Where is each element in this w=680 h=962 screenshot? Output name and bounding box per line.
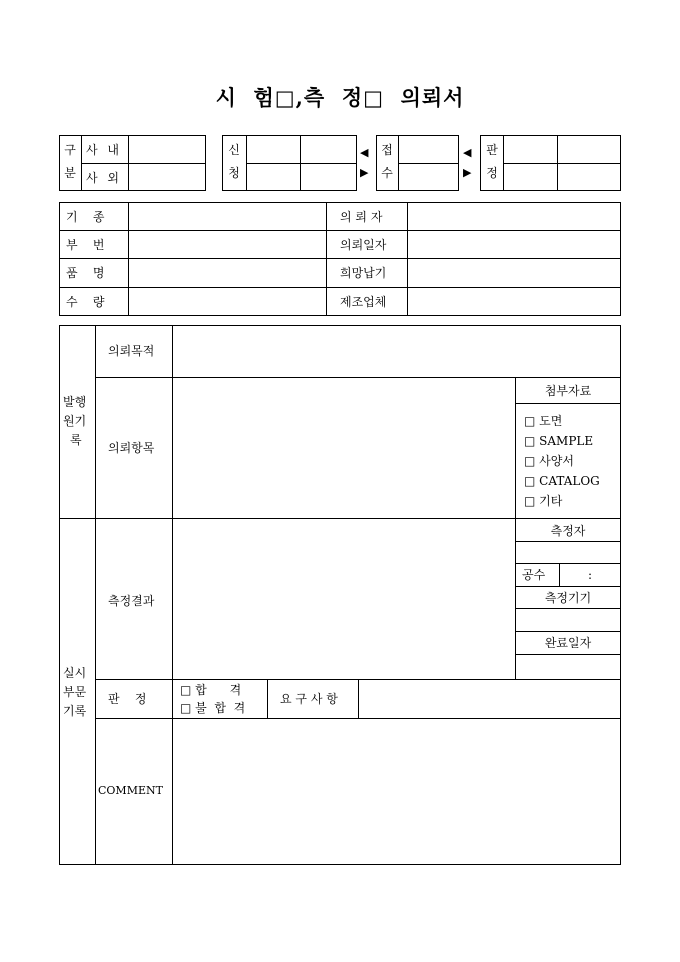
- info-label-request-date: 의뢰일자: [340, 238, 387, 252]
- attach-drawing[interactable]: □ 도면: [524, 414, 563, 428]
- judge-label: 판 정: [108, 692, 147, 706]
- instrument-label: 측정기기: [544, 591, 592, 605]
- sanae-label: 사 내: [86, 143, 122, 157]
- sincheong-label-1: 신: [228, 143, 240, 157]
- exec-section-label-3: 기록: [63, 704, 87, 718]
- done-date-label: 완료일자: [544, 636, 592, 650]
- page-title: [0, 82, 680, 112]
- saoe-label: 사 외: [86, 171, 122, 185]
- comment-label: COMMENT: [98, 784, 163, 797]
- issue-section-label-3: 록: [70, 433, 82, 447]
- exec-section-label-1: 실시: [63, 666, 87, 680]
- request-label: 요 구 사 항: [280, 692, 338, 706]
- attach-etc[interactable]: □ 기타: [524, 494, 563, 508]
- gubun-label-2: 분: [64, 166, 76, 180]
- sincheong-label-2: 청: [228, 166, 240, 180]
- info-label-maker: 제조업체: [340, 295, 387, 309]
- info-label-model: 기 종: [66, 210, 105, 224]
- jeopsu-label-2: 수: [381, 166, 393, 180]
- attach-sample[interactable]: □ SAMPLE: [524, 434, 594, 448]
- gongsu-colon: :: [588, 568, 593, 582]
- issue-section-label-2: 원기: [63, 414, 87, 428]
- info-label-partno: 부 번: [66, 238, 105, 252]
- attach-catalog[interactable]: □ CATALOG: [524, 474, 600, 488]
- fail-option[interactable]: □ 불 합 격: [180, 701, 246, 715]
- gubun-label-1: 구: [64, 143, 76, 157]
- gongsu-label: 공수: [522, 568, 546, 582]
- measurer-label: 측정자: [550, 524, 586, 538]
- items-label: 의뢰항목: [108, 441, 155, 455]
- arrow-right-icon-2: ▶: [463, 166, 472, 179]
- arrow-left-icon-2: ◀: [463, 146, 472, 159]
- result-label: 측정결과: [108, 594, 155, 608]
- info-label-requester: 의 뢰 자: [340, 210, 383, 224]
- exec-section-label-2: 부문: [63, 685, 87, 699]
- info-label-due: 희망납기: [340, 266, 387, 280]
- info-label-qty: 수 량: [66, 295, 105, 309]
- pass-option[interactable]: □ 합 격: [180, 683, 242, 697]
- issue-section-label-1: 발행: [63, 395, 87, 409]
- panjeong-label-2: 정: [486, 166, 498, 180]
- attach-title: 첨부자료: [544, 384, 592, 398]
- arrow-right-icon: ▶: [360, 166, 369, 179]
- attach-spec[interactable]: □ 사양서: [524, 454, 574, 468]
- purpose-label: 의뢰목적: [108, 344, 155, 358]
- info-label-product: 품 명: [66, 266, 105, 280]
- arrow-left-icon: ◀: [360, 146, 369, 159]
- title-text: 시 험□,측 정□ 의뢰서: [215, 85, 465, 110]
- jeopsu-label-1: 접: [381, 143, 393, 157]
- panjeong-label-1: 판: [486, 143, 498, 157]
